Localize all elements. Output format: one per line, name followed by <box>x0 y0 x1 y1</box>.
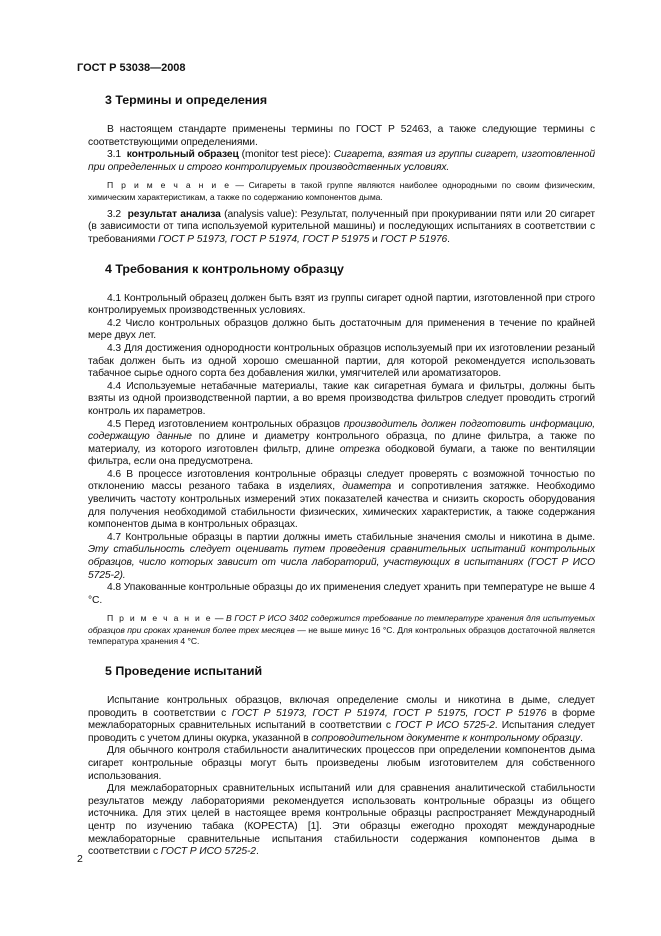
clause-4-2: 4.2 Число контрольных образцов должно быть достаточным для применения в течение по крайней мере двух лет. <box>88 317 595 342</box>
clause-emphasis: диаметра <box>342 481 392 493</box>
section-5-para-2: Для обычного контроля стабильности аналитических процессов при определении компонентов дыма сигарет контрольные образцы могут быть произведены любым изготовителем для собственного использования. <box>88 745 595 782</box>
clause-text: 4.5 Перед изготовлением контрольных образцов <box>107 418 344 430</box>
standard-code: ГОСТ Р 53038—2008 <box>77 62 186 74</box>
para-text: Для межлабораторных сравнительных испытаний или для сравнения аналитической стабильности результатов между лабораториями рекомендуется использовать контрольные образцы из общего источника. Для этих целей в настоящее время контрольные образцы распространяет Международный центр по изучению табака (КОРЕСТА) [1]. Эти образцы ежегодно проходят международные межлабораторные сравнительные испытания стабильности содержания компонентов дыма в соответствии с <box>88 783 595 858</box>
section-4-title: 4 Требования к контрольному образцу <box>105 261 344 276</box>
clause-4-1: 4.1 Контрольный образец должен быть взят из группы сигарет одной партии, изготовленной при строго контролируемых производственных условиях. <box>88 292 595 317</box>
section-3-intro: В настоящем стандарте применены термины по ГОСТ Р 52463, а также следующие термины с соответствующими определениями. <box>88 124 595 148</box>
para-text: . Испытания следует проводить с учетом длины окурка, указанной в <box>88 720 596 744</box>
note-label: П р и м е ч а н и е <box>107 613 213 624</box>
clause-4-5 <box>88 419 595 469</box>
note-text: — Сигареты в такой группе являются наиболее однородными по своим физическим, химическим характеристикам, а также по содержанию компонентов дыма. <box>88 180 595 202</box>
note-text: — не выше минус 16 °С. Для контрольных образцов достаточной является температура хранения 4 °С. <box>88 624 596 646</box>
term-3-1 <box>88 149 595 174</box>
para-emphasis: ГОСТ Р 51973, ГОСТ Р 51974, ГОСТ Р 51975, ГОСТ Р 51976 <box>231 707 547 719</box>
para-text: . <box>255 846 259 858</box>
para-text: Испытание контрольных образцов, включая определение смолы и никотина в дыме, следует проводить в соответствии с <box>88 695 595 719</box>
term-definition: Сигарета, взятая из группы сигарет, изготовленной при определенных и строго контролируемых производственных условиях. <box>88 149 595 173</box>
term-conjunction: и <box>369 233 381 245</box>
para-text: . <box>580 732 583 744</box>
para-text: в форме межлабораторных сравнительных испытаний в соответствии с <box>88 707 595 732</box>
clause-emphasis: отрезка <box>339 443 380 455</box>
section-5-title: 5 Проведение испытаний <box>105 664 263 679</box>
term-english: (monitor test piece): <box>241 149 331 161</box>
note-3 <box>88 180 595 202</box>
note-text-italic: — В ГОСТ Р ИСО 3402 содержится требование по температуре хранения для испытуемых образцов при сроках хранения более трех месяцев <box>88 613 595 635</box>
para-emphasis: ГОСТ Р ИСО 5725-2 <box>395 720 495 732</box>
page-content <box>88 92 595 859</box>
section-3-title: 3 Термины и определения <box>105 93 268 107</box>
term-end: . <box>447 233 450 245</box>
term-3-2 <box>88 209 595 247</box>
term-name: контрольный образец <box>126 149 239 161</box>
term-text: (analysis value): Результат, полученный при прокуривании пяти или 20 сигарет (в зависимости от типа используемой курительной машины) и последующих испытаниях в соответствии с требованиями <box>88 208 596 245</box>
section-5-para-1 <box>88 695 595 745</box>
clause-text: 4.6 В процессе изготовления контрольные образцы следует проверять с возможной точностью по отклонению массы резаного табака в изделиях, <box>88 468 595 493</box>
para-emphasis: сопроводительном документе к контрольному образцу <box>311 732 581 744</box>
clause-text: и сопротивления затяжке. Необходимо увеличить частоту контрольных измерений этих показателей качества и снизить скорость оборудования для получения необходимой стабильности физических, химических характеристик, а также содержания компонентов дыма в контрольных образцах. <box>88 481 595 531</box>
clause-4-6 <box>88 469 595 532</box>
term-number: 3.2 <box>107 208 122 220</box>
page-number: 2 <box>77 853 83 865</box>
clause-4-7 <box>88 532 595 582</box>
clause-emphasis: Эту стабильность следует оценивать путем проведения сравнительных испытаний контрольных образцов, число которых зависит от числа лабораторий, участвующих в испытаниях (ГОСТ Р ИСО 5725-2). <box>88 544 595 581</box>
term-name: результат анализа <box>127 208 221 220</box>
term-references: ГОСТ Р 51973, ГОСТ Р 51974, ГОСТ Р 51975 <box>158 233 370 245</box>
note-label: П р и м е ч а н и е <box>107 180 231 191</box>
term-number: 3.1 <box>107 149 122 161</box>
section-5-para-3 <box>88 783 595 859</box>
clause-text: 4.7 Контрольные образцы в партии должны иметь стабильные значения смолы и никотина в дыме. <box>107 531 595 543</box>
clause-4-3: 4.3 Для достижения однородности контрольных образцов используемый при их изготовлении резаный табак должен быть из одной хорошо смешанной партии, для которой рекомендуется использовать табачное сырье одного сорта без добавления жилки, умягчителей или ароматизаторов. <box>88 342 595 380</box>
clause-4-4: 4.4 Используемые нетабачные материалы, такие как сигаретная бумага и фильтры, должны быть взяты из одной производственной партии, а во время производства фильтров следует проводить строгий контроль их параметров. <box>88 380 595 417</box>
para-emphasis: ГОСТ Р ИСО 5725-2 <box>160 846 256 858</box>
clause-text: по длине и диаметру контрольного образца, по длине фильтра, а также по материалу, из которого изготовлен фильтр, длине <box>88 431 596 455</box>
clause-text: ободковой бумаги, а также по вентиляции фильтра, если она предусмотрена. <box>88 443 595 468</box>
note-4 <box>88 613 595 647</box>
term-reference-last: ГОСТ Р 51976 <box>380 233 448 245</box>
clause-4-8: 4.8 Упакованные контрольные образцы до их применения следует хранить при температуре не выше 4 °С. <box>88 582 595 606</box>
clause-emphasis: производитель должен подготовить информацию, содержащую данные <box>88 418 595 443</box>
